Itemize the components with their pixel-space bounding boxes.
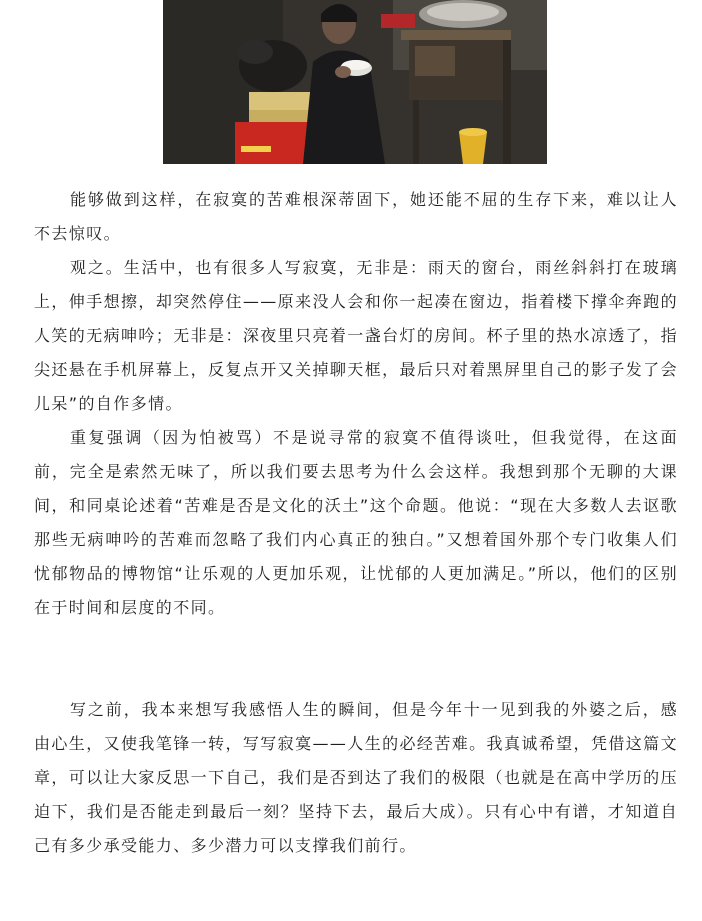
paragraph-2: 观之。生活中，也有很多人写寂寞，无非是：雨天的窗台，雨丝斜斜打在玻璃上，伸手想擦，却突然停住——原来没人会和你一起凑在窗边，指着楼下撑伞奔跑的人笑的无病呻吟；无非是：深夜里只亮着一盏台灯的房间。杯子里的热水凉透了，指尖还悬在手机屏幕上，反复点开又关掉聊天框，最后只对着黑屏里自己的影子发了会儿呆”的自作多情。: [34, 258, 678, 413]
paragraph-spacer: [34, 625, 678, 693]
photo-person-eating-from-bowl: [163, 0, 547, 164]
photo-illustration: [163, 0, 547, 164]
paragraph-4: 写之前，我本来想写我感悟人生的瞬间，但是今年十一见到我的外婆之后，感由心生，又使我笔锋一转，写写寂寞——人生的必经苦难。我真诚希望，凭借这篇文章，可以让大家反思一下自己，我们是否到达了我们的极限（也就是在高中学历的压迫下，我们是否能走到最后一刻？坚持下去，最后大成）。只有心中有谱，才知道自己有多少承受能力、多少潜力可以支撑我们前行。: [34, 700, 678, 855]
paragraph-1: 能够做到这样，在寂寞的苦难根深蒂固下，她还能不屈的生存下来，难以让人不去惊叹。: [34, 190, 678, 243]
paragraph-3: 重复强调（因为怕被骂）不是说寻常的寂寞不值得谈吐，但我觉得，在这面前，完全是索然无味了，所以我们要去思考为什么会这样。我想到那个无聊的大课间，和同桌论述着“苦难是否是文化的沃土”这个命题。他说：“现在大多数人去讴歌那些无病呻吟的苦难而忽略了我们内心真正的独白。”又想着国外那个专门收集人们忧郁物品的博物馆“让乐观的人更加乐观，让忧郁的人更加满足。”所以，他们的区别在于时间和层度的不同。: [34, 428, 678, 617]
article-body: [34, 183, 678, 863]
